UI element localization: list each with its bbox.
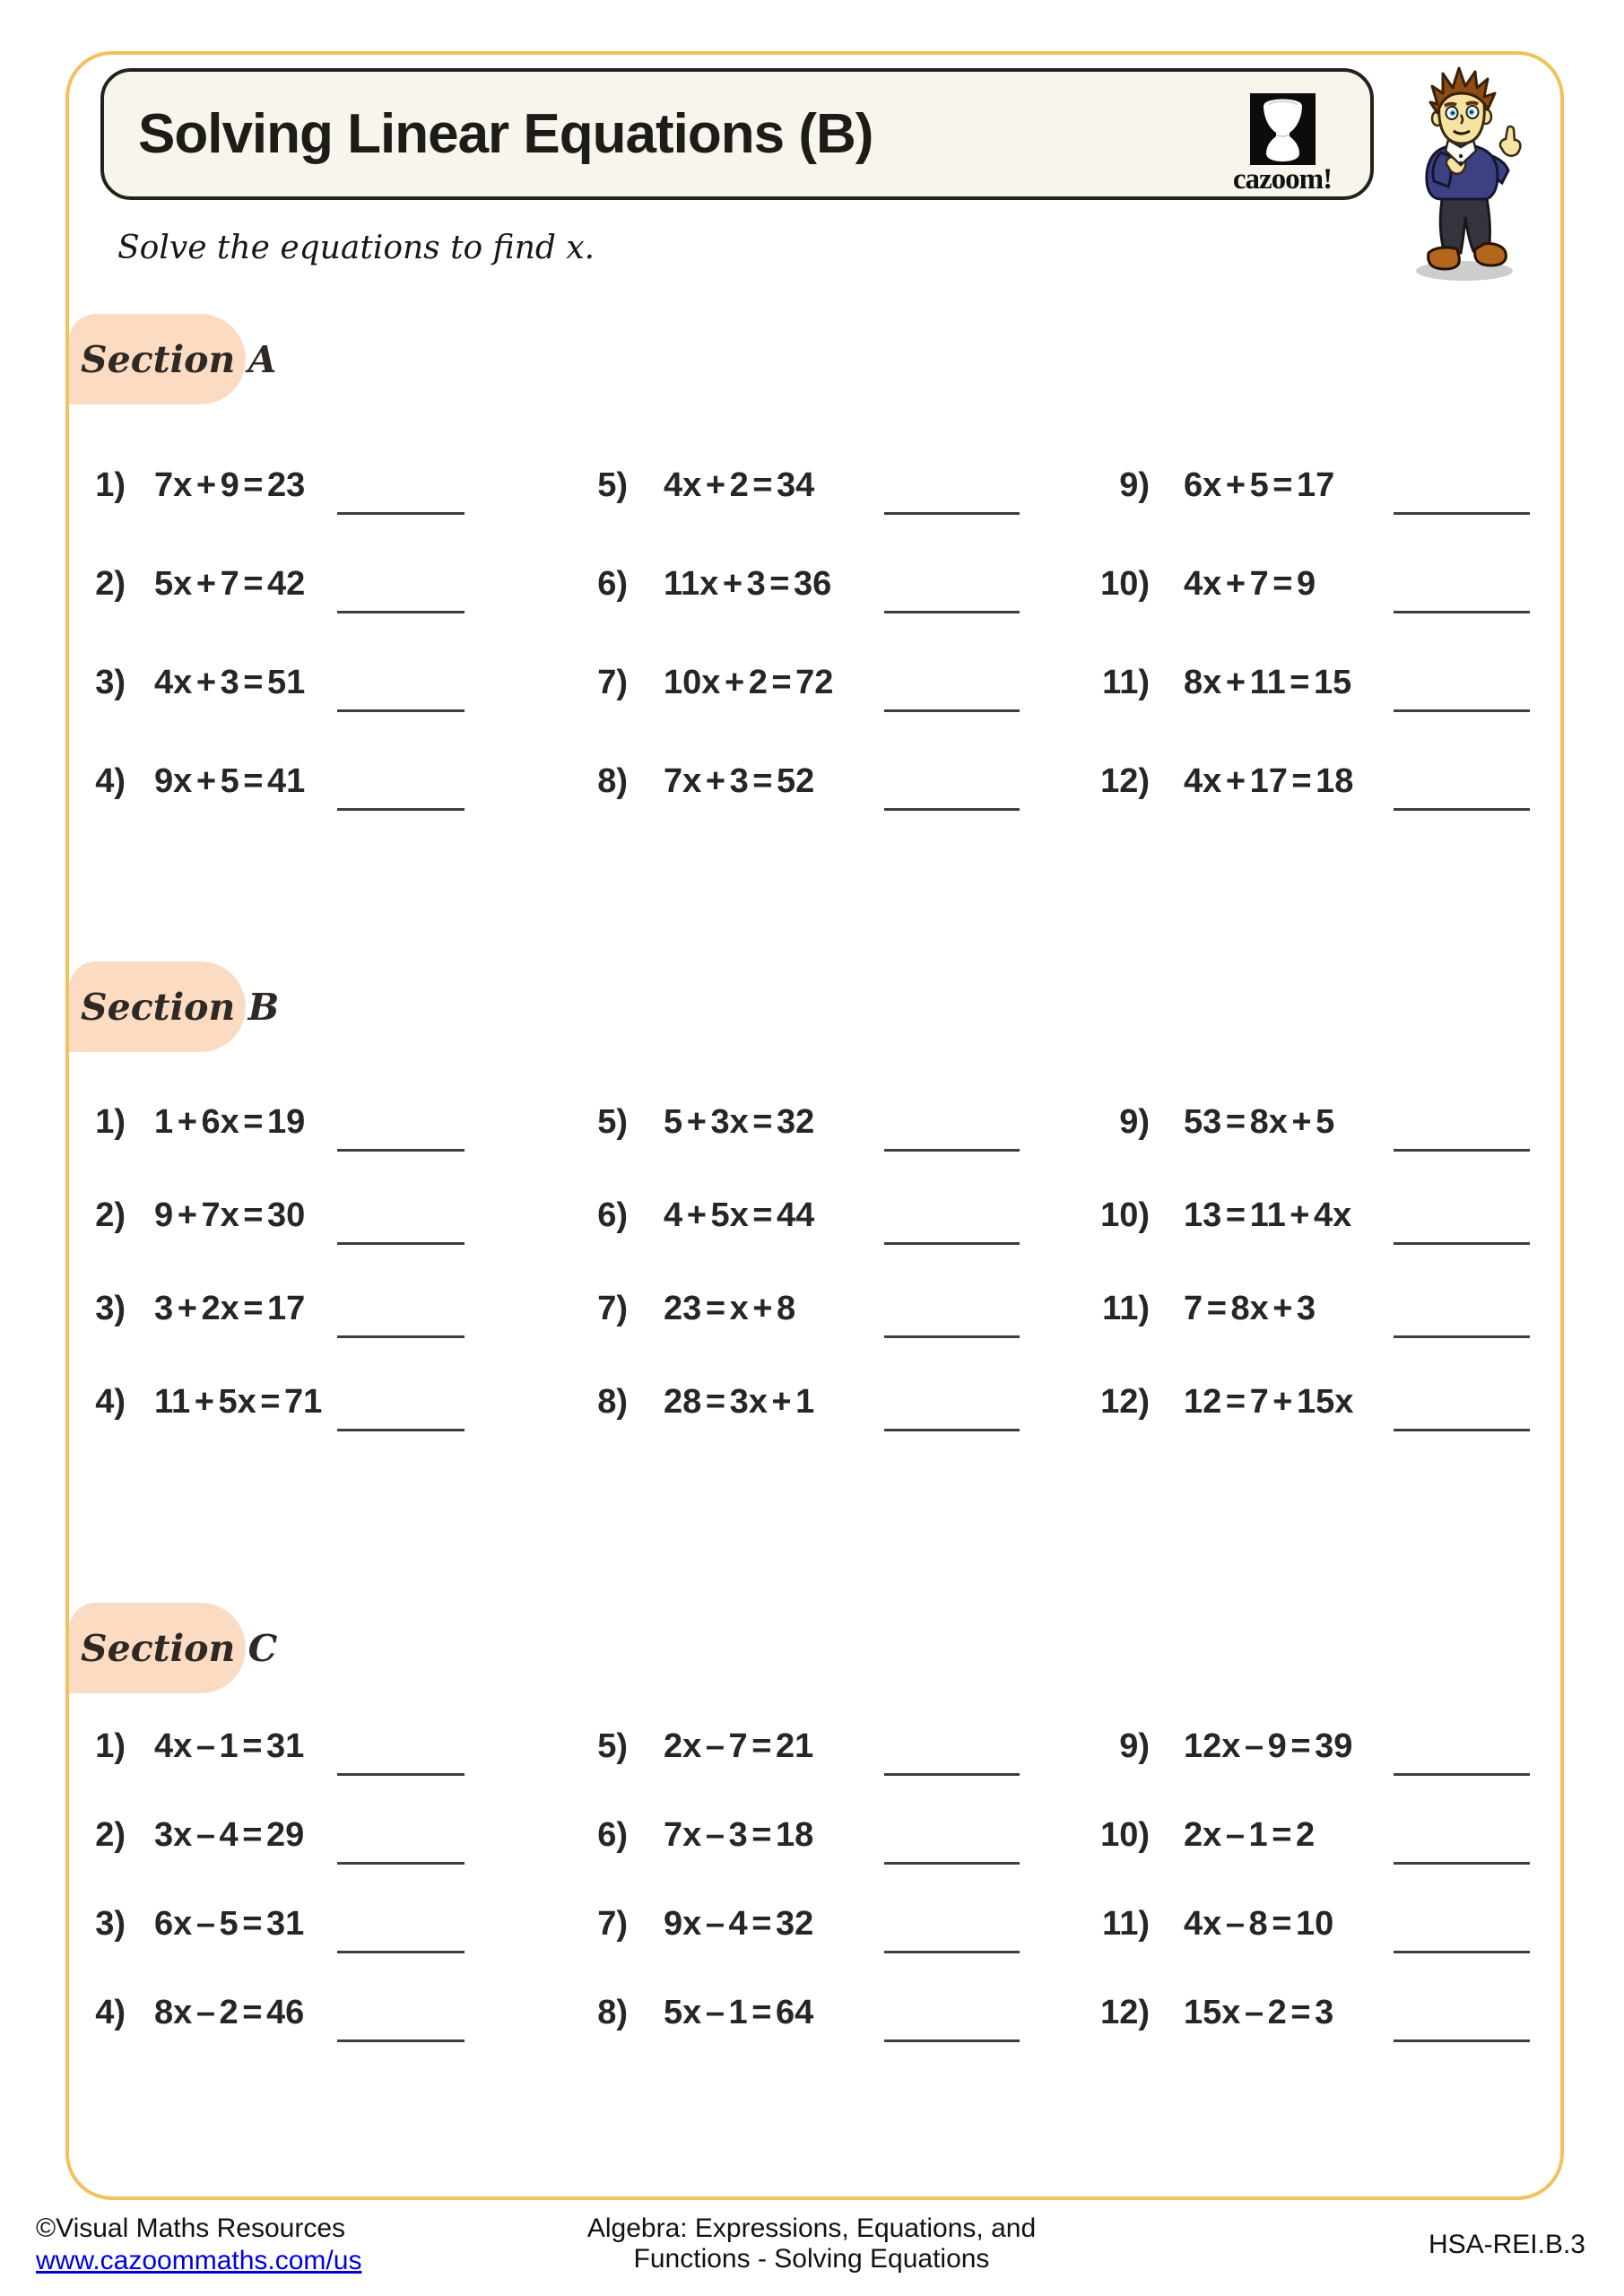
problem-number: 9): [1119, 466, 1150, 504]
problem-number: 9): [1119, 1727, 1150, 1765]
instruction-text: Solve the equations to find x.: [117, 230, 595, 266]
problem-number: 11): [1102, 1905, 1150, 1943]
problem-row: [0, 1291, 1624, 1344]
problem-row: [0, 1728, 1624, 1782]
problem-equation: 8x – 2 = 46: [154, 1994, 305, 2031]
answer-line: [1394, 512, 1530, 515]
section-label: Section C: [81, 1626, 278, 1670]
problem-number: 2): [95, 1196, 126, 1234]
problem-number: 12): [1100, 1383, 1150, 1421]
problem-equation: 5x – 1 = 64: [664, 1994, 814, 2031]
problem-number: 10): [1100, 565, 1150, 603]
problem-number: 1): [95, 466, 126, 504]
problem-number: 7): [597, 1905, 628, 1943]
problem-equation: 15x – 2 = 3: [1184, 1994, 1334, 2031]
answer-line: [1394, 1951, 1530, 1953]
problem-equation: 4x + 7 = 9: [1184, 565, 1316, 603]
answer-line: [1394, 1429, 1530, 1431]
problem-equation: 8x + 11 = 15: [1184, 664, 1352, 701]
website-link[interactable]: www.cazoommaths.com/us: [36, 2246, 362, 2275]
problem-number: 4): [95, 1994, 126, 2031]
problem-row: [0, 665, 1624, 718]
problem-number: 6): [597, 565, 628, 603]
answer-line: [1394, 1335, 1530, 1338]
problem-number: 7): [597, 1290, 628, 1327]
problem-equation: 12x – 9 = 39: [1184, 1727, 1353, 1765]
problem-number: 8): [597, 762, 628, 800]
answer-line: [1394, 1862, 1530, 1865]
problem-number: 3): [95, 1905, 126, 1943]
problem-number: 3): [95, 1290, 126, 1327]
problem-number: 4): [95, 762, 126, 800]
answer-line: [1394, 611, 1530, 613]
problem-equation: 4x + 2 = 34: [664, 466, 815, 504]
problem-number: 6): [597, 1816, 628, 1854]
problem-equation: 9x + 5 = 41: [154, 762, 306, 800]
problem-equation: 4 + 5x = 44: [664, 1196, 815, 1234]
problem-number: 11): [1102, 664, 1150, 701]
section-label: Section A: [81, 337, 277, 381]
cazoom-logo-text: cazoom!: [1232, 163, 1333, 196]
problem-number: 1): [95, 1103, 126, 1141]
problem-row: [0, 1817, 1624, 1871]
problem-equation: 6x + 5 = 17: [1184, 466, 1335, 504]
problem-equation: 4x – 8 = 10: [1184, 1905, 1334, 1943]
answer-line: [1394, 709, 1530, 712]
problem-equation: 3 + 2x = 17: [154, 1290, 306, 1327]
problem-number: 1): [95, 1727, 126, 1765]
page-title: Solving Linear Equations (B): [138, 103, 873, 165]
problem-equation: 1 + 6x = 19: [154, 1103, 306, 1141]
problem-equation: 23 = x + 8: [664, 1290, 796, 1327]
problem-equation: 4x + 17 = 18: [1184, 762, 1354, 800]
problem-row: [0, 1384, 1624, 1438]
footer-copyright: [36, 2213, 361, 2276]
problem-row: [0, 1104, 1624, 1158]
problem-number: 11): [1102, 1290, 1150, 1327]
problem-number: 2): [95, 565, 126, 603]
problem-equation: 11x + 3 = 36: [664, 565, 832, 603]
problem-equation: 9 + 7x = 30: [154, 1196, 306, 1234]
problem-number: 3): [95, 664, 126, 701]
problem-equation: 28 = 3x + 1: [664, 1383, 815, 1421]
problem-equation: 13 = 11 + 4x: [1184, 1196, 1352, 1234]
problem-equation: 7 = 8x + 3: [1184, 1290, 1316, 1327]
problem-equation: 3x – 4 = 29: [154, 1816, 305, 1854]
problem-equation: 10x + 2 = 72: [664, 664, 834, 701]
problem-row: [0, 1906, 1624, 1960]
problem-equation: 7x + 3 = 52: [664, 762, 815, 800]
answer-line: [1394, 1149, 1530, 1152]
subject-line-1: Algebra: Expressions, Equations, and: [586, 2213, 1037, 2243]
problem-number: 10): [1100, 1196, 1150, 1234]
copyright-text: ©Visual Maths Resources: [36, 2213, 346, 2243]
problem-row: [0, 566, 1624, 620]
standard-code: HSA-REI.B.3: [1428, 2230, 1585, 2259]
problem-row: [0, 467, 1624, 521]
problem-number: 6): [597, 1196, 628, 1234]
problem-number: 7): [597, 664, 628, 701]
problem-equation: 53 = 8x + 5: [1184, 1103, 1335, 1141]
problem-equation: 2x – 1 = 2: [1184, 1816, 1316, 1854]
answer-line: [1394, 1242, 1530, 1245]
problem-number: 8): [597, 1383, 628, 1421]
problem-number: 9): [1119, 1103, 1150, 1141]
problem-number: 4): [95, 1383, 126, 1421]
problem-number: 12): [1100, 762, 1150, 800]
problem-equation: 4x – 1 = 31: [154, 1727, 305, 1765]
problem-row: [0, 1995, 1624, 2048]
problem-equation: 7x – 3 = 18: [664, 1816, 814, 1854]
problem-number: 5): [597, 1103, 628, 1141]
problem-number: 5): [597, 466, 628, 504]
problem-equation: 5x + 7 = 42: [154, 565, 306, 603]
problem-row: [0, 1197, 1624, 1251]
problem-number: 5): [597, 1727, 628, 1765]
answer-line: [1394, 808, 1530, 811]
answer-line: [1394, 1773, 1530, 1776]
problem-number: 2): [95, 1816, 126, 1854]
problem-equation: 5 + 3x = 32: [664, 1103, 815, 1141]
problem-equation: 4x + 3 = 51: [154, 664, 306, 701]
problem-equation: 7x + 9 = 23: [154, 466, 306, 504]
problem-number: 8): [597, 1994, 628, 2031]
problem-equation: 12 = 7 + 15x: [1184, 1383, 1354, 1421]
problem-row: [0, 763, 1624, 817]
answer-line: [1394, 2039, 1530, 2042]
section-label: Section B: [81, 985, 280, 1029]
problem-equation: 11 + 5x = 71: [154, 1383, 323, 1421]
problem-equation: 9x – 4 = 32: [664, 1905, 814, 1943]
problem-equation: 6x – 5 = 31: [154, 1905, 305, 1943]
problem-number: 10): [1100, 1816, 1150, 1854]
footer-subject: [453, 2213, 1170, 2274]
problem-number: 12): [1100, 1994, 1150, 2031]
subject-line-2: Functions - Solving Equations: [633, 2244, 990, 2274]
problem-equation: 2x – 7 = 21: [664, 1727, 814, 1765]
